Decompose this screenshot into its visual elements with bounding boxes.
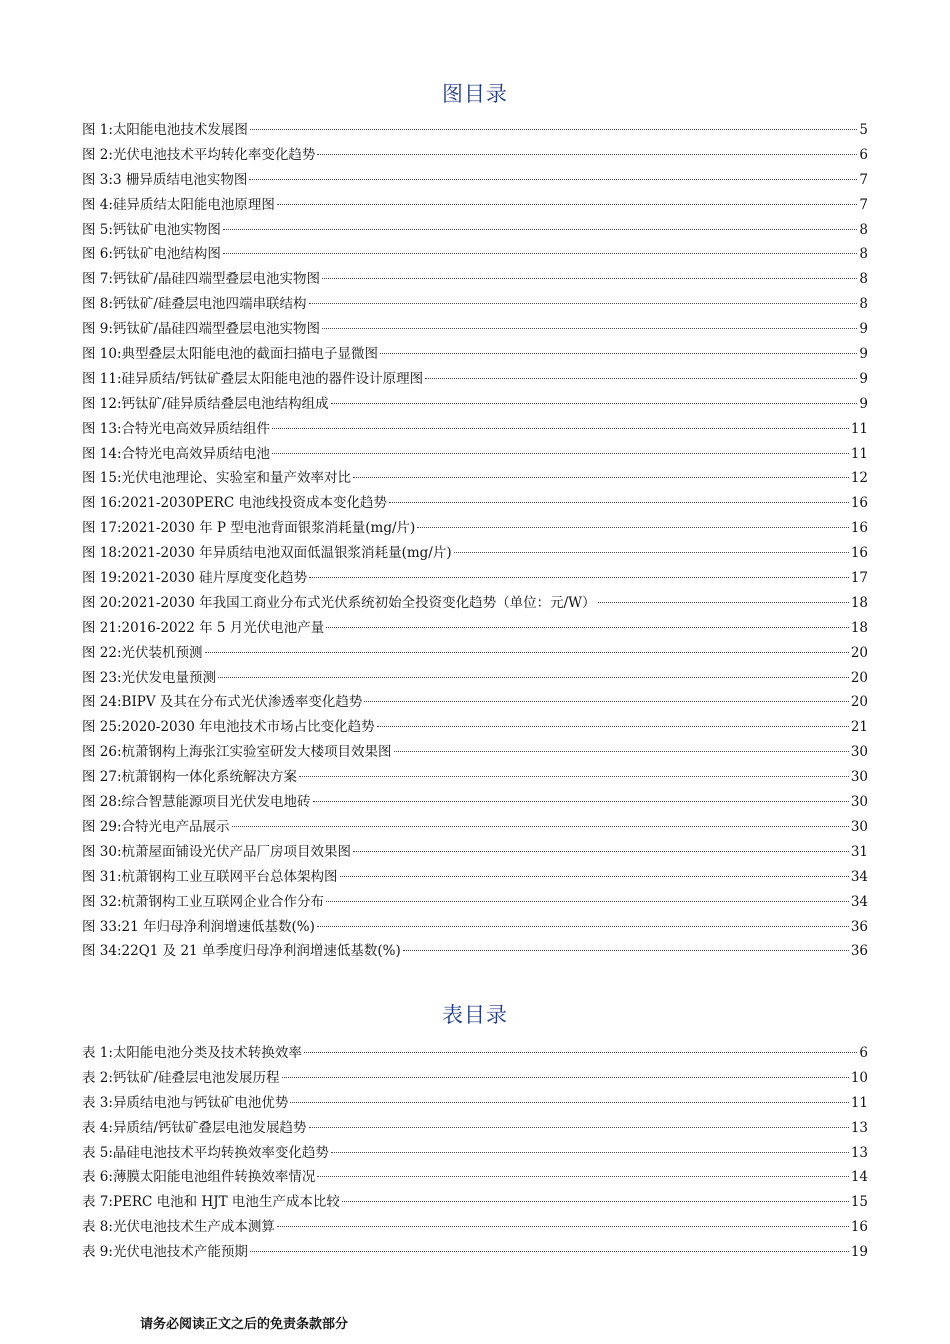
dot-leader: [454, 552, 849, 553]
figure-entry[interactable]: [82, 143, 868, 168]
entry-page-number: 30: [850, 794, 868, 811]
dot-leader: [277, 204, 857, 205]
table-entry[interactable]: [82, 1141, 868, 1166]
entry-title: 硅异质结/钙钛矿叠层太阳能电池的器件设计原理图: [121, 370, 424, 387]
dot-leader: [304, 1052, 857, 1053]
figure-entry[interactable]: [82, 541, 868, 566]
entry-label: 表 5:: [82, 1144, 113, 1161]
tables-list: [82, 1041, 868, 1265]
table-entry[interactable]: [82, 1240, 868, 1265]
entry-label: 图 20:: [82, 594, 122, 611]
figure-entry[interactable]: [82, 292, 868, 317]
figure-entry[interactable]: [82, 242, 868, 267]
entry-label: 图 25:: [82, 719, 122, 736]
entry-label: 图 34:: [82, 943, 122, 960]
dot-leader: [331, 403, 858, 404]
entry-label: 图 12:: [82, 395, 122, 412]
entry-title: 2020-2030 年电池技术市场占比变化趋势: [121, 719, 375, 736]
entry-title: 2021-2030PERC 电池线投资成本变化趋势: [121, 495, 388, 512]
entry-page-number: 30: [850, 744, 868, 761]
entry-page-number: 20: [850, 644, 868, 661]
dot-leader: [389, 502, 849, 503]
dot-leader: [425, 378, 857, 379]
table-entry[interactable]: [82, 1091, 868, 1116]
dot-leader: [417, 527, 849, 528]
entry-title: 钙钛矿/硅叠层电池四端串联结构: [112, 296, 307, 313]
figure-entry[interactable]: [82, 840, 868, 865]
dot-leader: [326, 901, 849, 902]
entry-title: 钙钛矿/硅叠层电池发展历程: [112, 1069, 280, 1086]
figures-list: [82, 118, 868, 964]
entry-title: 钙钛矿/晶硅四端型叠层电池实物图: [112, 321, 320, 338]
entry-label: 表 2:: [82, 1069, 113, 1086]
entry-title: 3 栅异质结电池实物图: [112, 171, 248, 188]
dot-leader: [299, 776, 849, 777]
figure-entry[interactable]: [82, 267, 868, 292]
entry-page-number: 9: [859, 346, 868, 363]
figure-entry[interactable]: [82, 392, 868, 417]
entry-label: 图 26:: [82, 744, 122, 761]
entry-title: 2021-2030 年 P 型电池背面银浆消耗量(mg/片): [121, 520, 416, 537]
entry-page-number: 8: [859, 296, 868, 313]
entry-title: 异质结电池与钙钛矿电池优势: [112, 1094, 289, 1111]
entry-page-number: 6: [859, 146, 868, 163]
dot-leader: [403, 950, 849, 951]
entry-label: 表 1:: [82, 1045, 113, 1061]
entry-page-number: 13: [850, 1144, 868, 1161]
entry-label: 图 30:: [82, 843, 122, 860]
entry-title: 光伏电池理论、实验室和量产效率对比: [121, 470, 352, 487]
entry-page-number: 16: [850, 545, 868, 562]
entry-page-number: 16: [850, 520, 868, 537]
entry-title: 晶硅电池技术平均转换效率变化趋势: [112, 1144, 329, 1161]
entry-title: 2021-2030 硅片厚度变化趋势: [121, 570, 308, 587]
dot-leader: [290, 1102, 848, 1103]
entry-title: 杭萧钢构上海张江实验室研发大楼项目效果图: [121, 744, 392, 761]
dot-leader: [223, 253, 857, 254]
entry-page-number: 36: [850, 943, 868, 960]
table-entry[interactable]: [82, 1041, 868, 1066]
entry-label: 图 21:: [82, 619, 122, 636]
dot-leader: [309, 303, 858, 304]
entry-label: 图 15:: [82, 470, 122, 487]
dot-leader: [322, 278, 857, 279]
entry-label: 表 8:: [82, 1219, 113, 1236]
entry-page-number: 30: [850, 818, 868, 835]
entry-page-number: 31: [850, 843, 868, 860]
entry-label: 图 32:: [82, 893, 122, 910]
entry-label: 图 28:: [82, 794, 122, 811]
entry-label: 图 33:: [82, 918, 122, 935]
figure-entry[interactable]: [82, 641, 868, 666]
entry-page-number: 36: [850, 918, 868, 935]
dot-leader: [380, 353, 857, 354]
figure-entry[interactable]: [82, 865, 868, 890]
figure-entry[interactable]: [82, 118, 868, 143]
entry-title: 典型叠层太阳能电池的截面扫描电子显微图: [121, 346, 379, 363]
entry-page-number: 30: [850, 769, 868, 786]
disclaimer-footer: 请务必阅读正文之后的免责条款部分: [140, 1317, 349, 1332]
dot-leader: [598, 602, 849, 603]
figure-entry[interactable]: [82, 616, 868, 641]
figure-entry[interactable]: [82, 193, 868, 218]
entry-title: 光伏电池技术生产成本测算: [112, 1219, 275, 1236]
entry-title: 杭萧钢构工业互联网平台总体架构图: [121, 868, 338, 885]
entry-page-number: 15: [850, 1194, 868, 1211]
entry-page-number: 13: [850, 1119, 868, 1136]
table-entry[interactable]: [82, 1066, 868, 1091]
entry-label: 图 3:: [82, 171, 113, 188]
figure-entry[interactable]: [82, 740, 868, 765]
entry-label: 图 22:: [82, 644, 122, 661]
dot-leader: [322, 328, 857, 329]
figure-entry[interactable]: [82, 790, 868, 815]
dot-leader: [331, 1152, 849, 1153]
entry-page-number: 9: [859, 370, 868, 387]
entry-label: 图 8:: [82, 296, 113, 313]
figure-entry[interactable]: [82, 890, 868, 915]
entry-label: 图 10:: [82, 346, 122, 363]
entry-label: 图 18:: [82, 545, 122, 562]
entry-page-number: 8: [859, 271, 868, 288]
entry-label: 图 2:: [82, 146, 113, 163]
entry-label: 表 4:: [82, 1119, 113, 1136]
entry-title: 综合智慧能源项目光伏发电地砖: [121, 794, 311, 811]
entry-title: 合特光电产品展示: [121, 818, 230, 835]
entry-title: 2021-2030 年异质结电池双面低温银浆消耗量(mg/片): [121, 545, 452, 562]
dot-leader: [249, 179, 857, 180]
dot-leader: [232, 826, 849, 827]
figure-entry[interactable]: [82, 939, 868, 964]
entry-title: 22Q1 及 21 单季度归母净利润增速低基数(%): [121, 943, 401, 960]
dot-leader: [223, 229, 857, 230]
figure-entry[interactable]: [82, 442, 868, 467]
entry-page-number: 17: [850, 570, 868, 587]
entry-label: 图 11:: [82, 370, 122, 387]
entry-page-number: 7: [859, 196, 868, 213]
entry-label: 图 19:: [82, 570, 122, 587]
entry-title: 太阳能电池技术发展图: [112, 122, 248, 138]
entry-title: 钙钛矿/晶硅四端型叠层电池实物图: [112, 271, 320, 288]
entry-page-number: 16: [850, 495, 868, 512]
dot-leader: [353, 477, 849, 478]
dot-leader: [205, 652, 849, 653]
table-entry[interactable]: [82, 1165, 868, 1190]
entry-page-number: 7: [859, 171, 868, 188]
entry-label: 图 14:: [82, 445, 122, 462]
figure-entry[interactable]: [82, 466, 868, 491]
entry-label: 图 7:: [82, 271, 113, 288]
table-entry[interactable]: [82, 1116, 868, 1141]
dot-leader: [317, 1176, 848, 1177]
entry-label: 图 31:: [82, 868, 122, 885]
entry-page-number: 21: [850, 719, 868, 736]
entry-title: PERC 电池和 HJT 电池生产成本比较: [112, 1194, 340, 1211]
entry-title: 薄膜太阳能电池组件转换效率情况: [112, 1169, 316, 1186]
entry-label: 图 27:: [82, 769, 122, 786]
dot-leader: [309, 1127, 849, 1128]
table-entry[interactable]: [82, 1215, 868, 1240]
entry-page-number: 18: [850, 619, 868, 636]
entry-title: 硅异质结太阳能电池原理图: [112, 196, 275, 213]
entry-label: 图 4:: [82, 196, 113, 213]
figure-entry[interactable]: [82, 168, 868, 193]
entry-label: 图 1:: [82, 122, 113, 138]
entry-title: 合特光电高效异质结组件: [121, 420, 271, 437]
entry-title: 光伏装机预测: [121, 644, 203, 661]
entry-page-number: 6: [859, 1045, 868, 1061]
figure-entry[interactable]: [82, 342, 868, 367]
dot-leader: [250, 1251, 849, 1252]
figure-entry[interactable]: [82, 591, 868, 616]
entry-title: BIPV 及其在分布式光伏渗透率变化趋势: [121, 694, 363, 711]
dot-leader: [326, 627, 849, 628]
entry-title: 杭萧钢构工业互联网企业合作分布: [121, 893, 325, 910]
entry-label: 图 17:: [82, 520, 122, 537]
entry-page-number: 9: [859, 395, 868, 412]
entry-label: 图 5:: [82, 221, 113, 238]
figure-entry[interactable]: [82, 367, 868, 392]
figure-entry[interactable]: [82, 566, 868, 591]
table-entry[interactable]: [82, 1190, 868, 1215]
dot-leader: [394, 751, 849, 752]
entry-page-number: 34: [850, 868, 868, 885]
entry-label: 图 9:: [82, 321, 113, 338]
entry-label: 表 7:: [82, 1194, 113, 1211]
entry-label: 表 3:: [82, 1094, 113, 1111]
entry-label: 表 6:: [82, 1169, 113, 1186]
entry-page-number: 11: [850, 420, 868, 437]
entry-label: 图 24:: [82, 694, 122, 711]
dot-leader: [317, 926, 849, 927]
dot-leader: [353, 851, 849, 852]
entry-title: 钙钛矿/硅异质结叠层电池结构组成: [121, 395, 329, 412]
figures-heading: 图目录: [442, 82, 508, 106]
entry-label: 图 16:: [82, 495, 122, 512]
entry-page-number: 9: [859, 321, 868, 338]
dot-leader: [313, 801, 849, 802]
entry-label: 图 6:: [82, 246, 113, 263]
entry-title: 钙钛矿电池实物图: [112, 221, 221, 238]
entry-page-number: 20: [850, 669, 868, 686]
dot-leader: [364, 701, 848, 702]
dot-leader: [317, 154, 857, 155]
figure-entry[interactable]: [82, 715, 868, 740]
entry-title: 太阳能电池分类及技术转换效率: [112, 1045, 302, 1061]
figure-entry[interactable]: [82, 218, 868, 243]
dot-leader: [272, 428, 849, 429]
entry-title: 异质结/钙钛矿叠层电池发展趋势: [112, 1119, 307, 1136]
dot-leader: [277, 1226, 849, 1227]
dot-leader: [250, 129, 857, 130]
entry-page-number: 8: [859, 221, 868, 238]
entry-title: 光伏发电量预测: [121, 669, 217, 686]
figure-entry[interactable]: [82, 516, 868, 541]
entry-title: 2021-2030 年我国工商业分布式光伏系统初始全投资变化趋势（单位：元/W）: [121, 594, 596, 611]
dot-leader: [272, 453, 849, 454]
entry-title: 合特光电高效异质结电池: [121, 445, 271, 462]
dot-leader: [282, 1077, 849, 1078]
entry-label: 表 9:: [82, 1244, 113, 1261]
entry-page-number: 34: [850, 893, 868, 910]
entry-title: 光伏电池技术平均转化率变化趋势: [112, 146, 316, 163]
figure-entry[interactable]: [82, 666, 868, 691]
figure-entry[interactable]: [82, 765, 868, 790]
entry-page-number: 10: [850, 1069, 868, 1086]
entry-title: 钙钛矿电池结构图: [112, 246, 221, 263]
entry-page-number: 18: [850, 594, 868, 611]
entry-page-number: 20: [850, 694, 868, 711]
dot-leader: [309, 577, 849, 578]
figure-entry[interactable]: [82, 491, 868, 516]
dot-leader: [377, 726, 849, 727]
dot-leader: [218, 677, 849, 678]
figure-entry[interactable]: [82, 915, 868, 940]
entry-label: 图 29:: [82, 818, 122, 835]
figure-entry[interactable]: [82, 317, 868, 342]
entry-title: 杭萧屋面铺设光伏产品厂房项目效果图: [121, 843, 352, 860]
entry-page-number: 8: [859, 246, 868, 263]
entry-page-number: 11: [850, 445, 868, 462]
entry-page-number: 16: [850, 1219, 868, 1236]
entry-label: 图 13:: [82, 420, 122, 437]
entry-page-number: 19: [850, 1244, 868, 1261]
entry-page-number: 12: [850, 470, 868, 487]
figure-entry[interactable]: [82, 417, 868, 442]
tables-heading: 表目录: [442, 1003, 508, 1027]
entry-page-number: 11: [850, 1094, 868, 1111]
entry-title: 2016-2022 年 5 月光伏电池产量: [121, 619, 325, 636]
figure-entry[interactable]: [82, 690, 868, 715]
entry-page-number: 5: [859, 122, 868, 138]
dot-leader: [342, 1201, 849, 1202]
entry-title: 杭萧钢构一体化系统解决方案: [121, 769, 298, 786]
entry-title: 光伏电池技术产能预期: [112, 1244, 248, 1261]
dot-leader: [340, 876, 849, 877]
entry-label: 图 23:: [82, 669, 122, 686]
entry-title: 21 年归母净利润增速低基数(%): [121, 918, 315, 935]
figure-entry[interactable]: [82, 815, 868, 840]
entry-page-number: 14: [850, 1169, 868, 1186]
